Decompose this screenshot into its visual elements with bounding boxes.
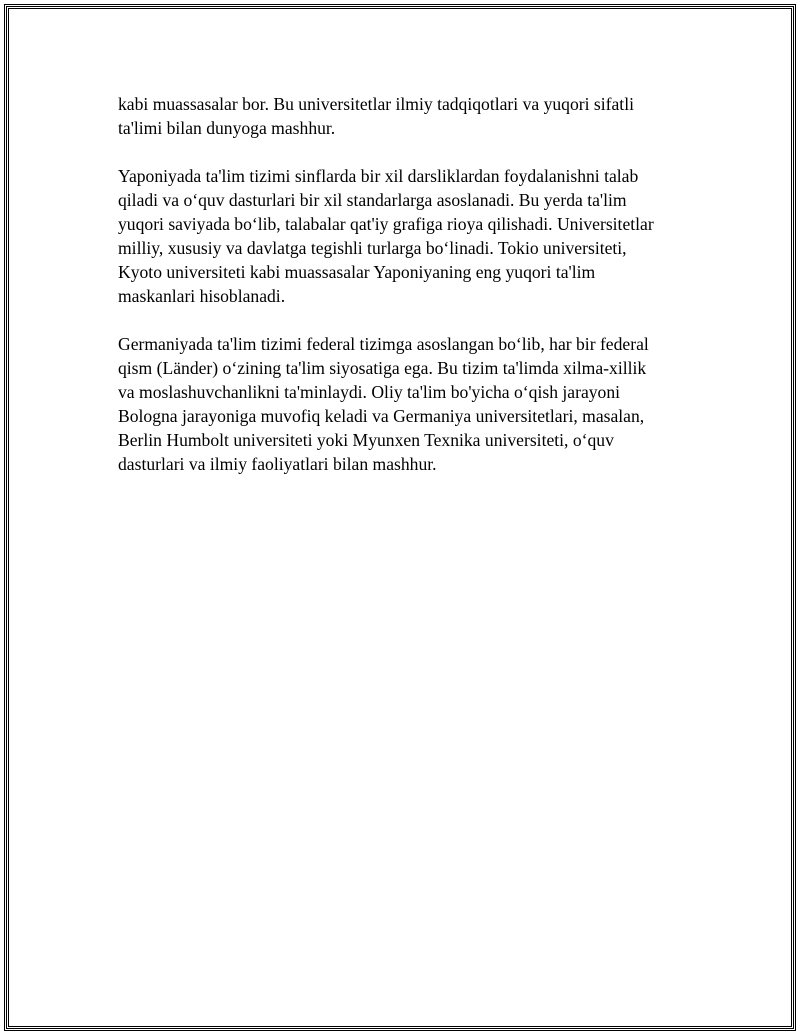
text-line: yuqori saviyada bo‘lib, talabalar qat'iy grafiga rioya qilishadi. Universitetlar — [118, 214, 654, 234]
text-line: Berlin Humbolt universiteti yoki Myunxen Texnika universiteti, o‘quv — [118, 430, 614, 450]
text-line: dasturlari va ilmiy faoliyatlari bilan mashhur. — [118, 454, 437, 474]
text-line: Yaponiyada ta'lim tizimi sinflarda bir xil darsliklardan foydalanishni talab — [118, 166, 639, 186]
text-line: maskanlari hisoblanadi. — [118, 286, 286, 306]
text-line: qism (Länder) o‘zining ta'lim siyosatiga ega. Bu tizim ta'limda xilma-xillik — [118, 358, 647, 378]
text-line: kabi muassasalar bor. Bu universitetlar ilmiy tadqiqotlari va yuqori sifatli — [118, 94, 634, 114]
paragraph-3 — [118, 332, 688, 476]
text-line: qiladi va o‘quv dasturlari bir xil standarlarga asoslanadi. Bu yerda ta'lim — [118, 190, 627, 210]
paragraph-1 — [118, 92, 688, 140]
text-line: va moslashuvchanlikni ta'minlaydi. Oliy ta'lim bo'yicha o‘qish jarayoni — [118, 382, 621, 402]
text-line: Germaniyada ta'lim tizimi federal tizimga asoslangan bo‘lib, har bir federal — [118, 334, 649, 354]
paragraph-2 — [118, 164, 688, 308]
document-body — [118, 92, 688, 500]
text-line: milliy, xususiy va davlatga tegishli turlarga bo‘linadi. Tokio universiteti, — [118, 238, 627, 258]
text-line: ta'limi bilan dunyoga mashhur. — [118, 118, 336, 138]
text-line: Bologna jarayoniga muvofiq keladi va Germaniya universitetlari, masalan, — [118, 406, 645, 426]
text-line: Kyoto universiteti kabi muassasalar Yaponiyaning eng yuqori ta'lim — [118, 262, 596, 282]
